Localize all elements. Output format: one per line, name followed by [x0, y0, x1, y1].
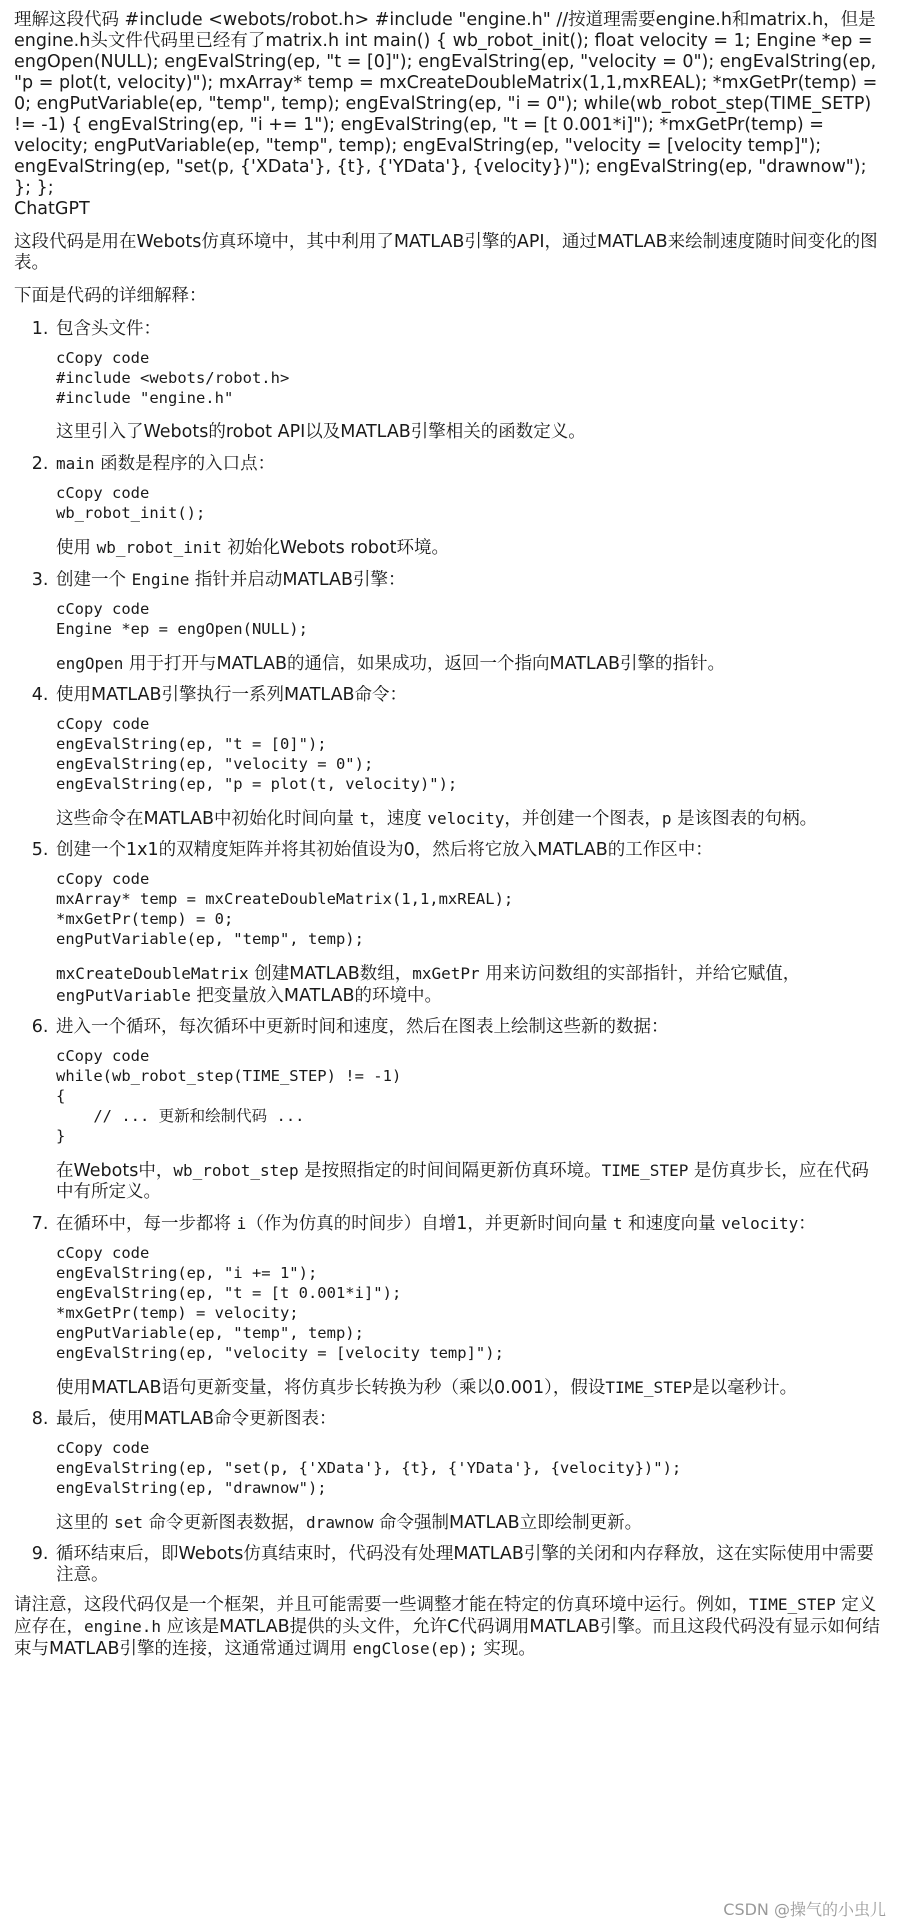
- step-item: [54, 685, 886, 830]
- step-explanation: 这些命令在MATLAB中初始化时间向量 t，速度 velocity，并创建一个图表，p 是该图表的句柄。: [56, 809, 818, 829]
- code-block: cCopy code while(wb_robot_step(TIME_STEP) != -1) { // ... 更新和绘制代码 ... }: [56, 1047, 402, 1145]
- step-explanation: 这里的 set 命令更新图表数据，drawnow 命令强制MATLAB立即绘制更新。: [56, 1513, 643, 1533]
- code-block: cCopy code engEvalString(ep, "set(p, {'XData'}, {t}, {'YData'}, {velocity})"); engEvalString(ep, "drawnow");: [56, 1439, 682, 1497]
- step-title: 1. 包含头文件：: [56, 319, 161, 339]
- speaker-label: ChatGPT: [14, 199, 90, 219]
- step-explanation: 使用MATLAB语句更新变量，将仿真步长转换为秒（乘以0.001），假设TIME_STEP是以毫秒计。: [56, 1378, 798, 1398]
- step-item: [54, 1017, 886, 1203]
- step-explanation: 使用 wb_robot_init 初始化Webots robot环境。: [56, 538, 449, 558]
- code-block: cCopy code engEvalString(ep, "i += 1"); engEvalString(ep, "t = [t 0.001*i]"); *mxGetPr(temp) = velocity; engPutVariable(ep, "temp", temp); engEvalString(ep, "velocity = [velocity temp]");: [56, 1244, 504, 1362]
- step-title: 3. 创建一个 Engine 指针并启动MATLAB引擎：: [56, 570, 406, 590]
- code-block: cCopy code engEvalString(ep, "t = [0]"); engEvalString(ep, "velocity = 0"); engEvalString(ep, "p = plot(t, velocity)");: [56, 715, 458, 793]
- step-explanation: 在Webots中，wb_robot_step 是按照指定的时间间隔更新仿真环境。TIME_STEP 是仿真步长，应在代码中有所定义。: [56, 1161, 869, 1202]
- step-title: 6. 进入一个循环，每次循环中更新时间和速度，然后在图表上绘制这些新的数据：: [56, 1017, 669, 1037]
- step-title: 4. 使用MATLAB引擎执行一系列MATLAB命令：: [56, 685, 408, 705]
- step-title: 9. 循环结束后，即Webots仿真结束时，代码没有处理MATLAB引擎的关闭和内存释放，这在实际使用中需要注意。: [56, 1544, 874, 1585]
- detail-heading: 下面是代码的详细解释：: [14, 286, 207, 306]
- closing-paragraph: 请注意，这段代码仅是一个框架，并且可能需要一些调整才能在特定的仿真环境中运行。例如，TIME_STEP 定义应存在，engine.h 应该是MATLAB提供的头文件，允许C代码调用MATLAB引擎。而且这段代码没有显示如何结束与MATLAB引擎的连接，这通常通过调用 engClose(ep); 实现。: [14, 1595, 880, 1659]
- step-explanation: engOpen 用于打开与MATLAB的通信，如果成功，返回一个指向MATLAB引擎的指针。: [56, 654, 726, 674]
- explanation-steps: [14, 319, 886, 1586]
- step-item: [54, 1544, 886, 1586]
- csdn-watermark: CSDN @操气的小虫儿: [723, 1900, 886, 1919]
- step-title: 8. 最后，使用MATLAB命令更新图表：: [56, 1409, 337, 1429]
- code-block: cCopy code #include <webots/robot.h> #include "engine.h": [56, 349, 290, 407]
- code-block: cCopy code wb_robot_init();: [56, 484, 206, 522]
- step-item: [54, 319, 886, 443]
- code-block: cCopy code Engine *ep = engOpen(NULL);: [56, 600, 308, 638]
- step-item: [54, 1409, 886, 1534]
- question-text: 理解这段代码 #include <webots/robot.h> #include "engine.h" //按道理需要engine.h和matrix.h，但是engine.h头文件代码里已经有了matrix.h int main() { wb_robot_init(); float velocity = 1; Engine *ep = engOpen(NULL); engEvalString(ep, "t = [0]"); engEvalString(ep, "velocity = 0"); engEvalString(ep, "p = plot(t, velocity)"); mxArray* temp = mxCreateDoubleMatrix(1,1,mxREAL); *mxGetPr(temp) = 0; engPutVariable(ep, "temp", temp); engEvalString(ep, "i = 0"); while(wb_robot_step(TIME_SETP) != -1) { engEvalString(ep, "i += 1"); engEvalString(ep, "t = [t 0.001*i]"); *mxGetPr(temp) = velocity; engPutVariable(ep, "temp", temp); engEvalString(ep, "velocity = [velocity temp]"); engEvalString(ep, "set(p, {'XData'}, {t}, {'YData'}, {velocity})"); engEvalString(ep, "drawnow"); }; };: [14, 10, 878, 198]
- intro-paragraph: 这段代码是用在Webots仿真环境中，其中利用了MATLAB引擎的API，通过MATLAB来绘制速度随时间变化的图表。: [14, 232, 878, 273]
- step-item: [54, 1213, 886, 1399]
- step-title: 2. main 函数是程序的入口点：: [56, 454, 276, 474]
- step-item: [54, 569, 886, 675]
- step-item: [54, 453, 886, 559]
- code-block: cCopy code mxArray* temp = mxCreateDoubleMatrix(1,1,mxREAL); *mxGetPr(temp) = 0; engPutVariable(ep, "temp", temp);: [56, 870, 514, 948]
- step-explanation: mxCreateDoubleMatrix 创建MATLAB数组，mxGetPr 用来访问数组的实部指针，并给它赋值，engPutVariable 把变量放入MATLAB的环境中。: [56, 964, 801, 1006]
- step-item: [54, 840, 886, 1007]
- step-title: 7. 在循环中，每一步都将 i（作为仿真的时间步）自增1，并更新时间向量 t 和速度向量 velocity：: [56, 1214, 816, 1234]
- step-title: 5. 创建一个1x1的双精度矩阵并将其初始值设为0，然后将它放入MATLAB的工作区中：: [56, 840, 713, 860]
- step-explanation: 这里引入了Webots的robot API以及MATLAB引擎相关的函数定义。: [56, 422, 586, 442]
